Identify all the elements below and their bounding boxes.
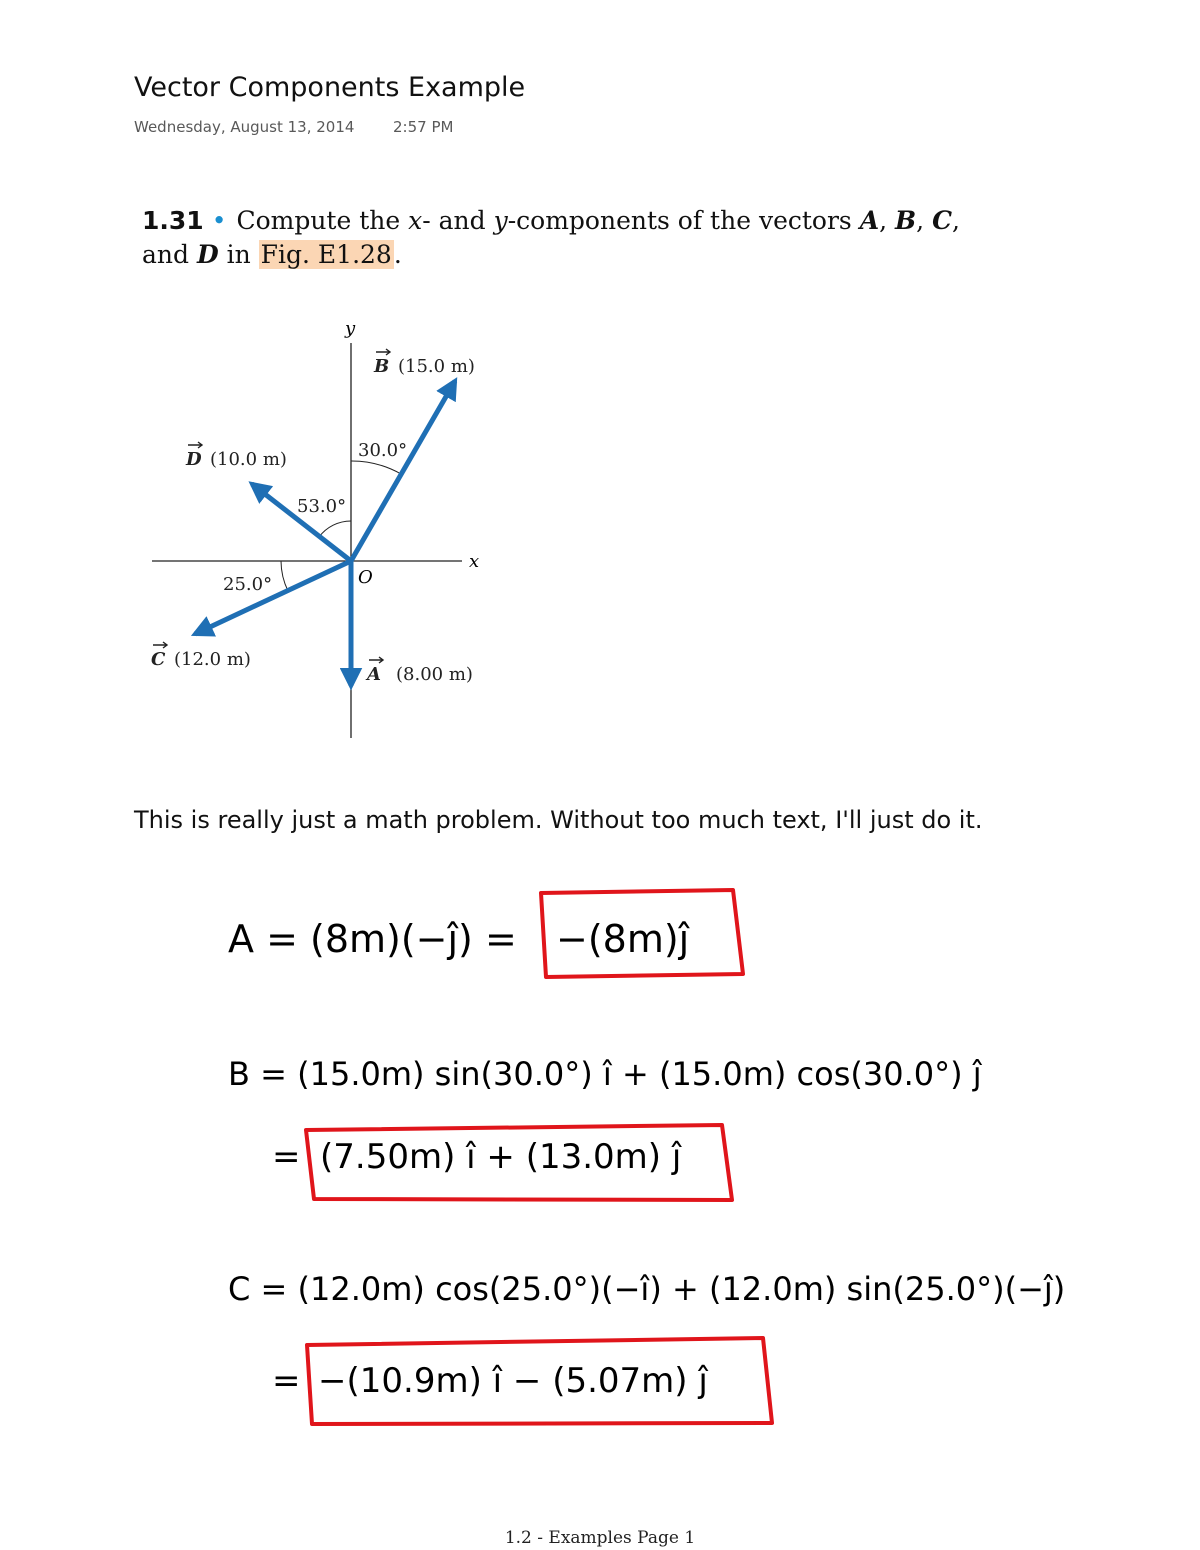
vector-c-symbol: C (932, 206, 952, 235)
handwritten-work (200, 875, 1200, 1435)
comma: , (951, 206, 960, 235)
note-date: Wednesday, August 13, 2014 (134, 118, 355, 136)
vector-d-symbol: D (196, 240, 219, 269)
angle-arc-b (351, 461, 401, 474)
comma: , (916, 206, 925, 235)
eq-b-line: B = (15.0m) sin(30.0°) î + (15.0m) cos(30.0°) ĵ (228, 1055, 982, 1093)
vector-d-overarrow (188, 442, 202, 448)
vector-b-symbol: B (895, 206, 917, 235)
figure-reference-link[interactable]: Fig. E1.28 (260, 240, 392, 269)
angle-d-label: 53.0° (297, 496, 347, 517)
problem-line-1 (142, 206, 960, 235)
problem-y: y (493, 206, 508, 235)
vector-a-overarrow (369, 657, 383, 663)
angle-arc-d (319, 521, 351, 537)
eq-b-result: (7.50m) î + (13.0m) ĵ (320, 1137, 682, 1177)
comma: , (879, 206, 888, 235)
page-footer: 1.2 - Examples Page 1 (504, 1528, 696, 1548)
note-time: 2:57 PM (393, 118, 454, 136)
problem-text: - and (422, 206, 486, 235)
vector-b-name: B (374, 356, 390, 377)
vector-c-name: C (151, 649, 166, 670)
x-axis-label: x (469, 551, 480, 572)
problem-text: Compute the (236, 206, 401, 235)
vector-b-arrow (351, 381, 455, 561)
note-title: Vector Components Example (134, 72, 526, 103)
vector-a-symbol: A (859, 206, 880, 235)
vector-a-name: A (367, 664, 381, 685)
body-text: This is really just a math problem. Without too much text, I'll just do it. (134, 806, 983, 834)
problem-bullet: • (211, 206, 227, 235)
vector-c-arrow (195, 561, 351, 634)
vector-d-magnitude: (10.0 m) (210, 449, 287, 470)
vector-b-overarrow (376, 349, 390, 355)
angle-arc-c (281, 561, 288, 591)
vector-c-magnitude: (12.0 m) (174, 649, 251, 670)
angle-c-label: 25.0° (223, 574, 273, 595)
vector-d-name: D (186, 449, 202, 470)
problem-text: in (226, 240, 251, 269)
vector-a-magnitude: (8.00 m) (396, 664, 473, 685)
vector-b-magnitude: (15.0 m) (398, 356, 475, 377)
problem-x: x (408, 206, 423, 235)
eq-a-result: −(8m)ĵ (556, 917, 690, 961)
y-axis-label: y (345, 318, 356, 339)
origin-label: O (358, 567, 373, 588)
eq-c-equals: = (272, 1361, 301, 1401)
eq-b-equals: = (272, 1137, 301, 1177)
problem-number: 1.31 (142, 206, 204, 235)
problem-line-2 (142, 240, 402, 269)
eq-c-line: C = (12.0m) cos(25.0°)(−î) + (12.0m) sin(25.0°)(−ĵ) (228, 1270, 1066, 1308)
eq-a-left: A = (8m)(−ĵ) = (228, 917, 517, 961)
eq-c-result: −(10.9m) î − (5.07m) ĵ (318, 1361, 708, 1401)
problem-text: and (142, 240, 190, 269)
period: . (393, 240, 402, 269)
angle-b-label: 30.0° (358, 440, 408, 461)
vector-figure (140, 310, 500, 750)
vector-c-overarrow (153, 642, 167, 648)
problem-text: -components of the vectors (507, 206, 852, 235)
